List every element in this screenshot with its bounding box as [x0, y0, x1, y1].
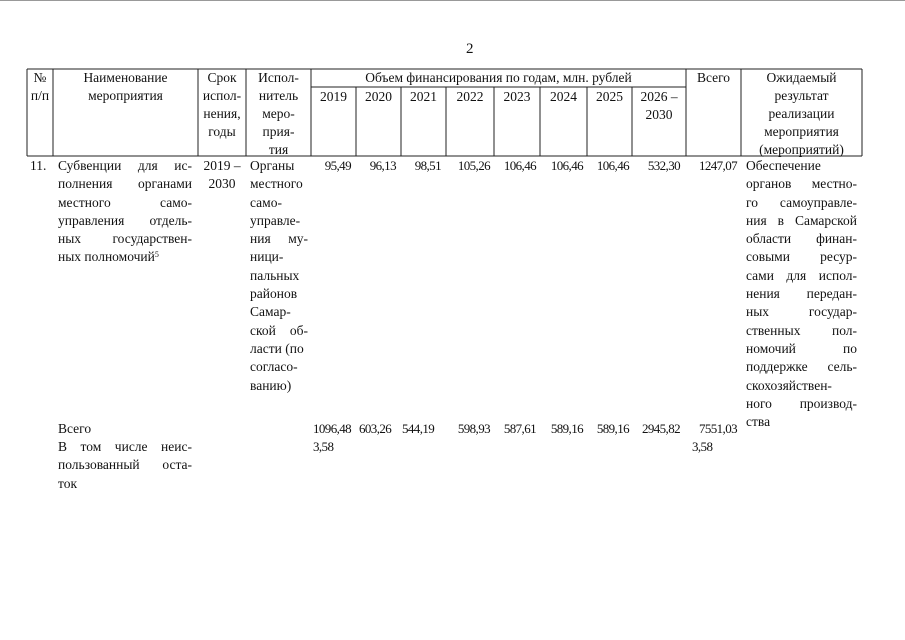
header-year: 2023 [503, 89, 531, 104]
totals-value-2019: 1096,48 [313, 421, 352, 436]
header-funding-title: Объем финансирования по годам, млн. рублей [365, 70, 632, 85]
header-total: Всего [696, 70, 731, 85]
row-executor: Органы местного само- управле- ния му- ници- пальных районов Самар- ской об- ласти (по согласо- ванию) [250, 158, 308, 393]
totals-sub-value-total: 3,58 [692, 439, 713, 454]
header-year: 2024 [550, 89, 577, 104]
totals-value-2022: 598,93 [457, 421, 490, 436]
row-value-2020: 96,13 [369, 158, 396, 173]
header-num: № п/п [30, 70, 50, 103]
row-value-2021: 98,51 [414, 158, 441, 173]
header-year: 2021 [410, 89, 437, 104]
row-result: Обеспечение органов местно- го самоуправле- ния в Самарской области финан- совыми ресур- сами для испол- нения передан- ных государ- ственных пол- номочий по поддержке сель- скохозяйствен- ного производ- ства [746, 158, 857, 430]
totals-value-2023: 587,61 [503, 421, 536, 436]
header-year: 2025 [596, 89, 623, 104]
row-value-total: 1247,07 [698, 158, 737, 173]
header-last-period: 2026 – 2030 [640, 89, 678, 122]
row-number: 11. [30, 158, 47, 173]
totals-label: Всего [58, 421, 92, 436]
header-executor: Испол- нитель меро- прия- тия [258, 70, 299, 157]
header-year: 2020 [365, 89, 392, 104]
row-value-2024: 106,46 [550, 158, 583, 173]
totals-value-2020: 603,26 [359, 421, 392, 436]
totals-value-2024: 589,16 [550, 421, 583, 436]
totals-sub-label: В том числе неис- пользованный оста- ток [58, 439, 192, 491]
header-result: Ожидаемый результат реализации мероприятия (мероприятий) [759, 70, 844, 157]
header-term: Срок испол- нения, годы [202, 70, 242, 139]
row-value-2023: 106,46 [503, 158, 536, 173]
totals-sub-value-2019: 3,58 [313, 439, 334, 454]
totals-value-total: 7551,03 [698, 421, 737, 436]
row-value-2025: 106,46 [596, 158, 629, 173]
totals-value-2021: 544,19 [402, 421, 435, 436]
totals-value-2026-2030: 2945,82 [641, 421, 680, 436]
header-name: Наименование мероприятия [83, 70, 168, 103]
row-value-2019: 95,49 [324, 158, 351, 173]
header-year: 2022 [456, 89, 484, 104]
row-name: Субвенции для ис- полнения органами местного само- управления отдель- ных государствен- ных полномочий$^5$ [58, 158, 192, 265]
totals-value-2025: 589,16 [596, 421, 629, 436]
header-year: 2019 [320, 89, 347, 104]
page-number: 2 [466, 41, 474, 57]
row-value-2022: 105,26 [457, 158, 490, 173]
row-term: 2019 – 2030 [203, 158, 241, 191]
row-value-2026-2030: 532,30 [647, 158, 680, 173]
